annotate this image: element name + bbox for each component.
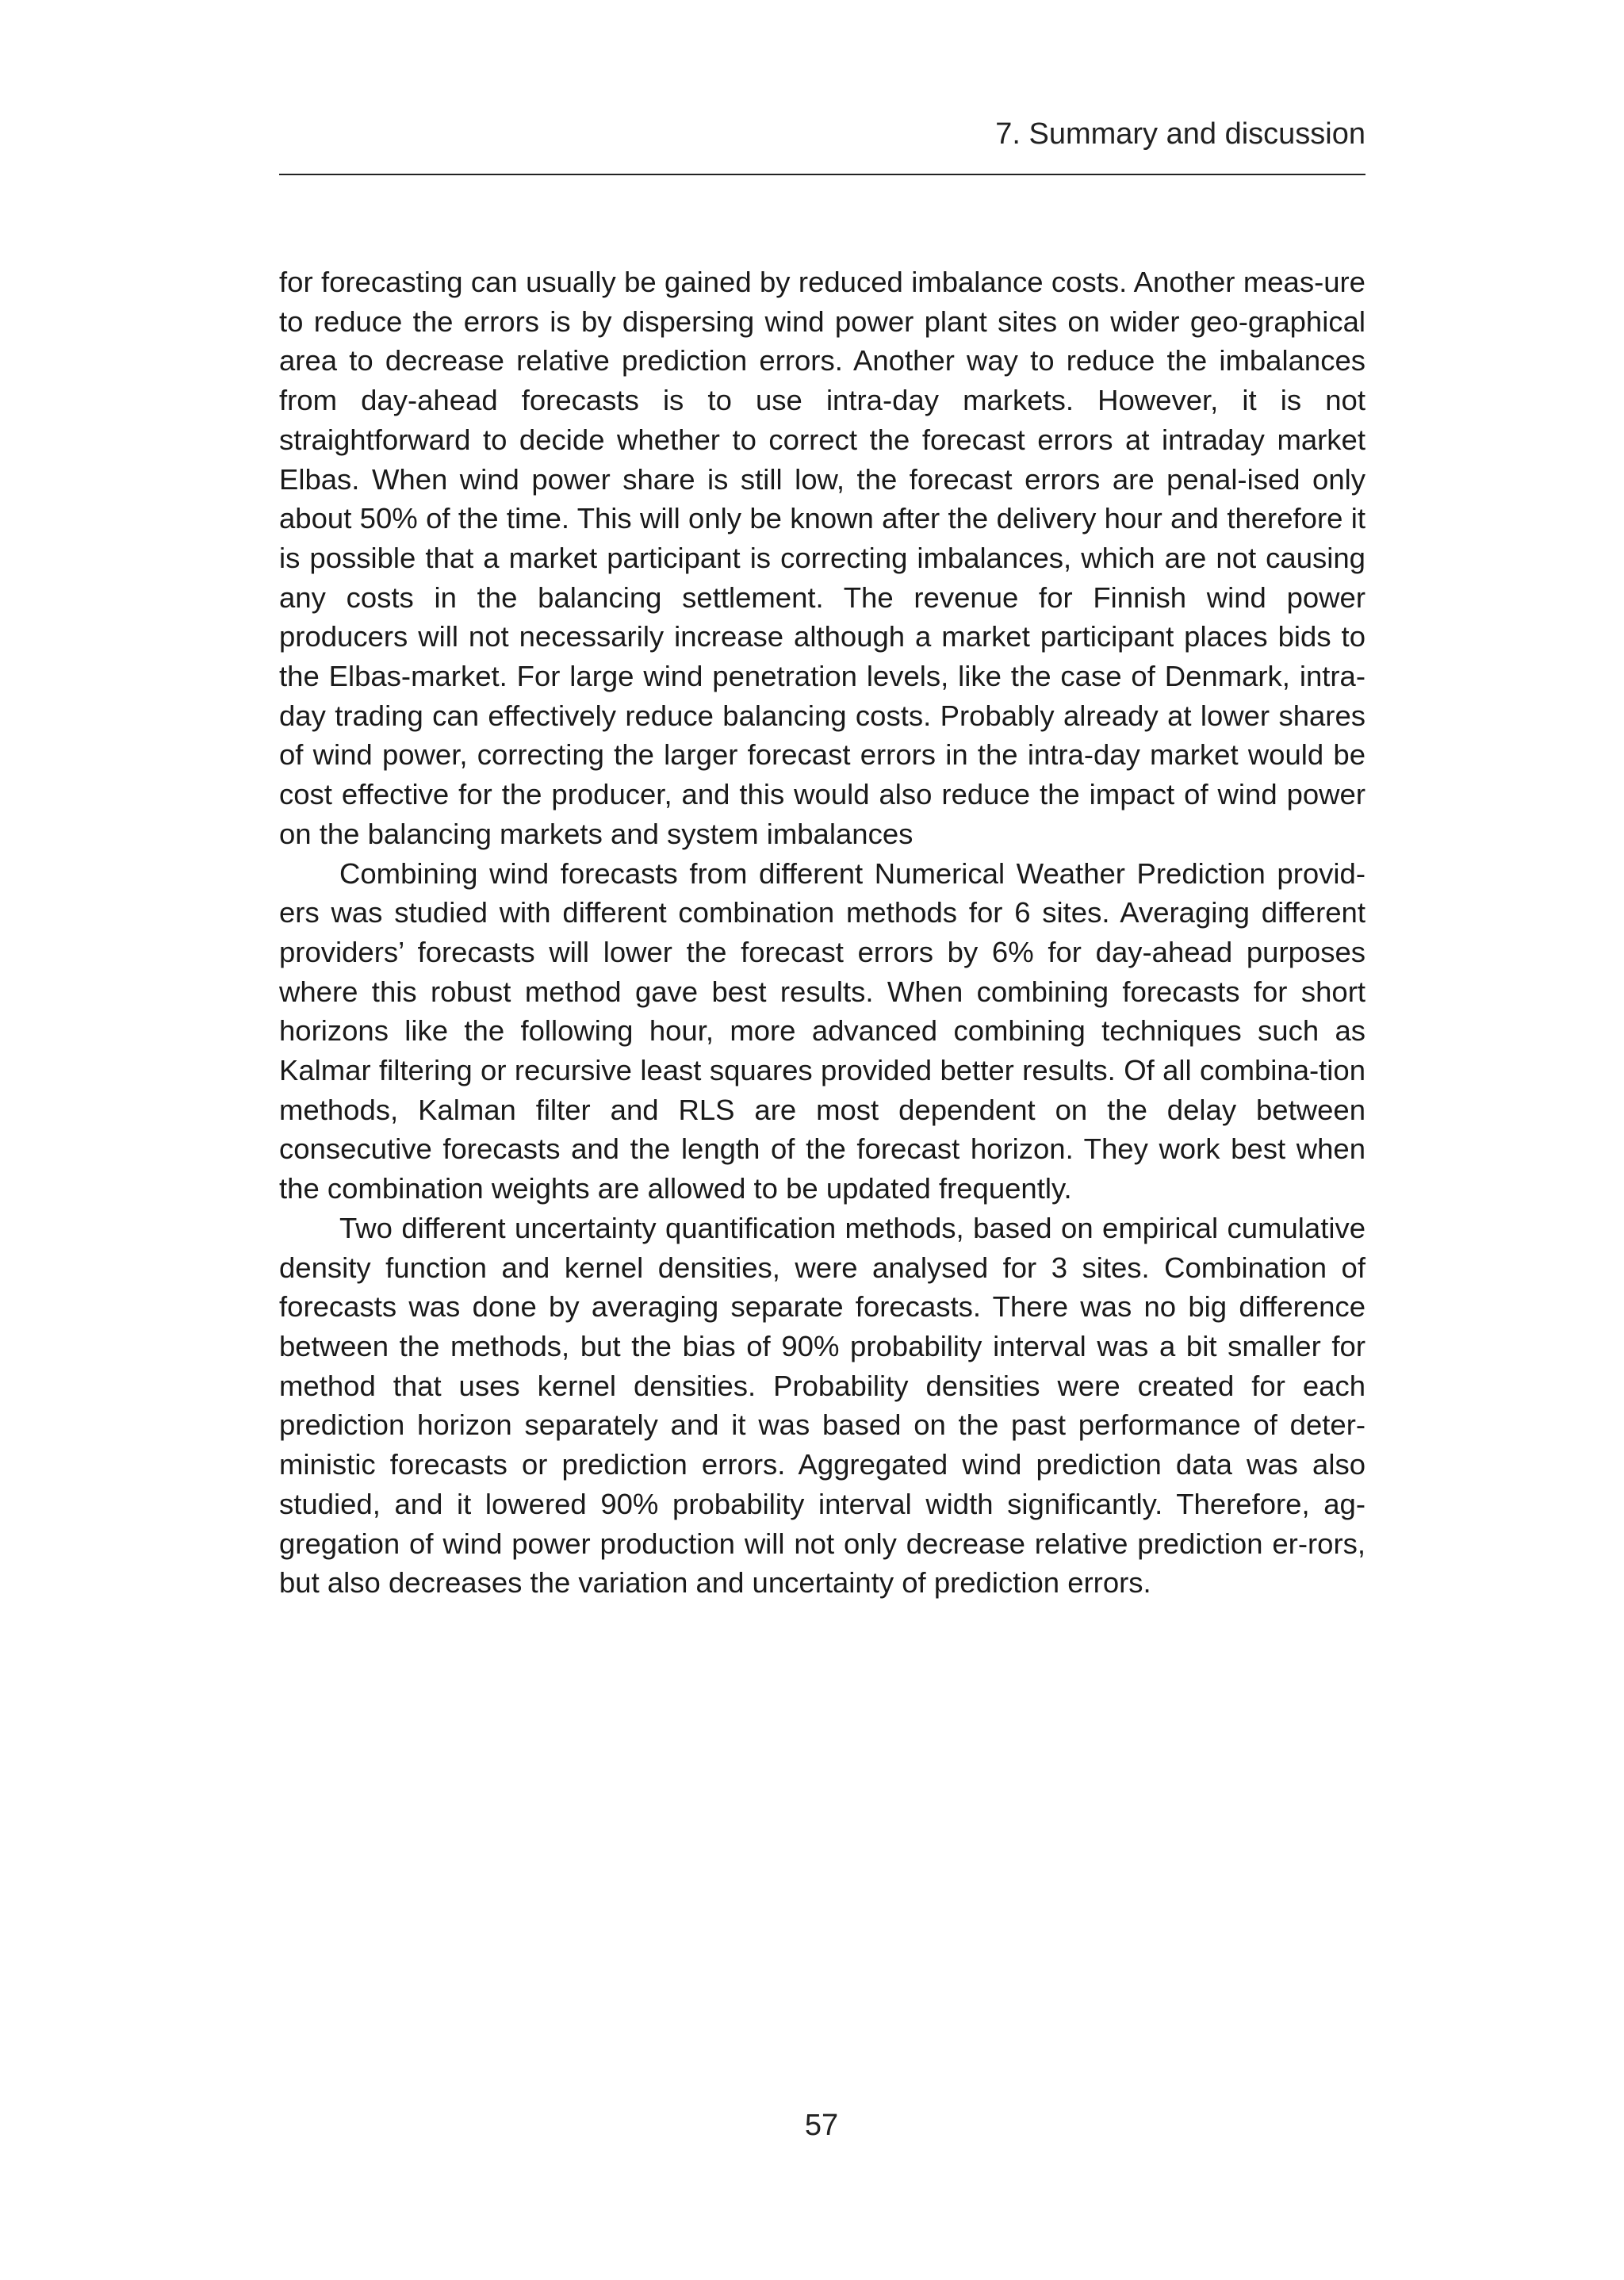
paragraph-uncertainty-quantification: Two different uncertainty quantification methods, based on empirical cumulative density function and kernel densities, were analysed for 3 sites. Combination of forecasts was done by averaging separate forecasts. There was no big difference between the methods, but the bias of 90% probability interval was a bit smaller for method that uses kernel densities. Probability densities were created for each prediction horizon separately and it was based on the past performance of deter-ministic forecasts or prediction errors. Aggregated wind prediction data was also studied, and it lowered 90% probability interval width significantly. Therefore, ag-gregation of wind power production will not only decrease relative prediction er-rors, but also decreases the variation and uncertainty of prediction errors. bbox=[279, 1211, 1365, 1600]
paragraph-imbalance-costs: for forecasting can usually be gained by reduced imbalance costs. Another meas-ure to reduce the errors is by dispersing wind power plant sites on wider geo-graphical area to decrease relative prediction errors. Another way to reduce the imbalances from day-ahead forecasts is to use intra-day markets. However, it is not straightforward to decide whether to correct the forecast errors at intraday market Elbas. When wind power share is still low, the forecast errors are penal-ised only about 50% of the time. This will only be known after the delivery hour and therefore it is possible that a market participant is correcting imbalances, which are not causing any costs in the balancing settlement. The revenue for Finnish wind power producers will not necessarily increase although a market participant places bids to the Elbas-market. For large wind penetration levels, like the case of Denmark, intra-day trading can effectively reduce balancing costs. Probably already at lower shares of wind power, correcting the larger forecast errors in the intra-day market would be cost effective for the producer, and this would also reduce the impact of wind power on the balancing markets and system imbalances bbox=[279, 266, 1365, 850]
header-rule bbox=[279, 174, 1365, 175]
paragraph-combining-forecasts: Combining wind forecasts from different Numerical Weather Prediction provid-ers was studied with different combination methods for 6 sites. Averaging different providers’ forecasts will lower the forecast errors by 6% for day-ahead purposes where this robust method gave best results. When combining forecasts for short horizons like the following hour, more advanced combining techniques such as Kalmar filtering or recursive least squares provided better results. Of all combina-tion methods, Kalman filter and RLS are most dependent on the delay between consecutive forecasts and the length of the forecast horizon. They work best when the combination weights are allowed to be updated frequently. bbox=[279, 856, 1365, 1205]
body-text bbox=[279, 262, 1365, 1603]
page-number: 57 bbox=[804, 2109, 839, 2142]
running-header-title: 7. Summary and discussion bbox=[995, 117, 1365, 151]
